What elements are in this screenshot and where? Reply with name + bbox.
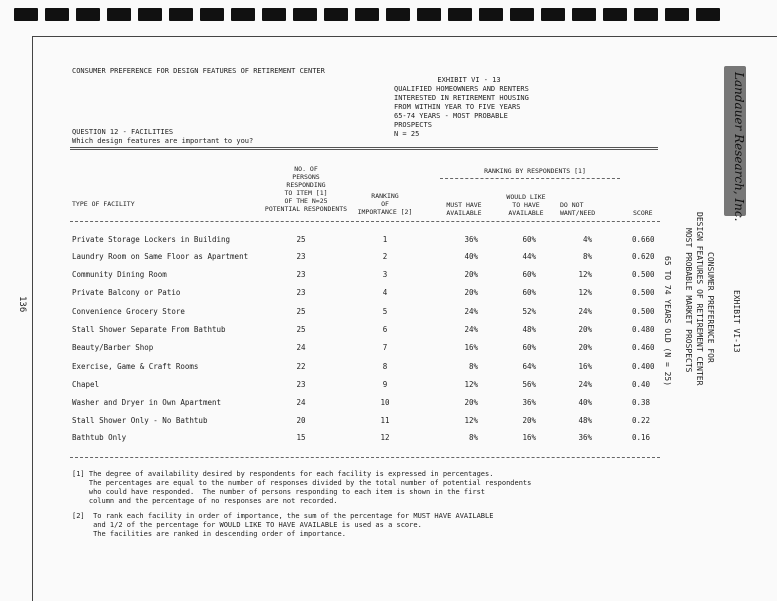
cell-dont: 4% xyxy=(582,235,592,244)
side-label-line2: DESIGN FEATURES OF RETIREMENT CENTER xyxy=(695,212,704,386)
table-row xyxy=(70,325,670,339)
cell-dont: 16% xyxy=(578,362,592,371)
cell-dont: 48% xyxy=(578,416,592,425)
col-header-line: AVAILABLE xyxy=(508,209,544,217)
cell-like: 16% xyxy=(522,433,536,442)
cell-rank: 10 xyxy=(380,398,390,407)
footnote-1: [1] The degree of availability desired by respondents for each facility is expressed in percentages. The percentages are equal to the number of responses divided by the total number of potential respondents who could have responded. The number of persons responding to each item is shown in the first column and the percentage of no responses are not recorded. xyxy=(72,470,532,505)
company-logo-text: Landauer Research, Inc. xyxy=(732,72,746,222)
cell-name: Stall Shower Only - No Bathtub xyxy=(72,416,208,425)
table-row xyxy=(70,433,670,447)
group-rule xyxy=(440,178,620,179)
cell-rank: 7 xyxy=(382,343,388,352)
cell-must: 40% xyxy=(464,252,478,261)
table-row xyxy=(70,362,670,376)
cell-rank: 6 xyxy=(382,325,388,334)
col-header-line: NO. OF xyxy=(294,165,318,173)
cell-dont: 20% xyxy=(578,343,592,352)
col-header-line: RESPONDING xyxy=(286,181,326,189)
cell-rank: 3 xyxy=(382,270,388,279)
cell-dont: 24% xyxy=(578,380,592,389)
exhibit-line: QUALIFIED HOMEOWNERS AND RENTERS xyxy=(394,85,529,93)
question-text: Which design features are important to you? xyxy=(72,137,254,145)
cell-name: Private Balcony or Patio xyxy=(72,288,181,297)
cell-like: 60% xyxy=(522,288,536,297)
cell-num: 25 xyxy=(296,307,306,316)
cell-dont: 36% xyxy=(578,433,592,442)
cell-score: 0.500 xyxy=(632,288,655,297)
col-header-line: TO HAVE xyxy=(512,201,540,209)
table-row xyxy=(70,235,670,249)
cell-num: 22 xyxy=(296,362,306,371)
cell-name: Chapel xyxy=(72,380,100,389)
col-header-line: TO ITEM [1] xyxy=(284,189,328,197)
cell-must: 24% xyxy=(464,325,478,334)
cell-must: 8% xyxy=(468,362,478,371)
cell-rank: 1 xyxy=(382,235,388,244)
cell-rank: 2 xyxy=(382,252,388,261)
cell-rank: 12 xyxy=(380,433,390,442)
col-header-type: TYPE OF FACILITY xyxy=(72,200,135,208)
footnotes xyxy=(72,470,531,545)
cell-like: 44% xyxy=(522,252,536,261)
cell-score: 0.660 xyxy=(632,235,655,244)
cell-num: 23 xyxy=(296,288,306,297)
footnote-2: [2] To rank each facility in order of importance, the sum of the percentage for MUST HAVE AVAILABLE and 1/2 of the percentage for WOULD LIKE TO HAVE AVAILABLE is used as a score. The facilities are ranked in descending order of importance. xyxy=(72,512,494,538)
cell-score: 0.400 xyxy=(632,362,655,371)
cell-must: 8% xyxy=(468,433,478,442)
cell-name: Convenience Grocery Store xyxy=(72,307,185,316)
table-row xyxy=(70,252,670,266)
cell-num: 20 xyxy=(296,416,306,425)
col-header-line: IMPORTANCE [2] xyxy=(357,208,413,216)
exhibit-line: 65-74 YEARS - MOST PROBABLE PROSPECTS xyxy=(394,112,508,129)
cell-num: 24 xyxy=(296,343,306,352)
cell-must: 24% xyxy=(464,307,478,316)
col-header-rank xyxy=(352,192,418,216)
exhibit-line: FROM WITHIN YEAR TO FIVE YEARS xyxy=(394,103,521,111)
cell-like: 60% xyxy=(522,235,536,244)
cell-like: 60% xyxy=(522,270,536,279)
cell-name: Bathtub Only xyxy=(72,433,127,442)
cell-name: Beauty/Barber Shop xyxy=(72,343,154,352)
col-header-must xyxy=(438,201,490,217)
col-header-line: PERSONS xyxy=(292,173,320,181)
header-rule xyxy=(70,221,660,222)
col-header-dont xyxy=(560,201,610,217)
cell-must: 20% xyxy=(464,398,478,407)
cell-like: 36% xyxy=(522,398,536,407)
col-header-line: DO NOT xyxy=(560,201,584,209)
table-row xyxy=(70,270,670,284)
cell-like: 56% xyxy=(522,380,536,389)
ranking-group-header: RANKING BY RESPONDENTS [1] xyxy=(484,167,586,175)
exhibit-block xyxy=(394,76,544,139)
cell-must: 16% xyxy=(464,343,478,352)
question-block xyxy=(72,128,253,146)
cell-score: 0.500 xyxy=(632,270,655,279)
cell-dont: 20% xyxy=(578,325,592,334)
col-header-num xyxy=(256,165,356,213)
cell-rank: 11 xyxy=(380,416,390,425)
cell-name: Exercise, Game & Craft Rooms xyxy=(72,362,199,371)
page-number: 136 xyxy=(17,296,27,313)
col-header-like xyxy=(498,193,554,217)
table-row xyxy=(70,307,670,321)
cell-dont: 8% xyxy=(582,252,592,261)
side-label-line1: CONSUMER PREFERENCE FOR xyxy=(706,252,715,363)
cell-score: 0.22 xyxy=(632,416,651,425)
cell-name: Community Dining Room xyxy=(72,270,167,279)
cell-must: 36% xyxy=(464,235,478,244)
double-rule xyxy=(70,147,658,150)
cell-dont: 12% xyxy=(578,270,592,279)
cell-score: 0.38 xyxy=(632,398,651,407)
cell-like: 60% xyxy=(522,343,536,352)
cell-score: 0.480 xyxy=(632,325,655,334)
cell-like: 48% xyxy=(522,325,536,334)
col-header-line: WOULD LIKE xyxy=(506,193,546,201)
cell-num: 23 xyxy=(296,270,306,279)
cell-name: Stall Shower Separate From Bathtub xyxy=(72,325,226,334)
cell-must: 20% xyxy=(464,288,478,297)
question-number: QUESTION 12 - FACILITIES xyxy=(72,128,174,136)
cell-rank: 5 xyxy=(382,307,388,316)
col-header-line: OF xyxy=(381,200,389,208)
exhibit-line: N = 25 xyxy=(394,130,420,138)
cell-like: 52% xyxy=(522,307,536,316)
cell-must: 20% xyxy=(464,270,478,279)
cell-rank: 9 xyxy=(382,380,388,389)
cell-name: Private Storage Lockers in Building xyxy=(72,235,231,244)
cell-score: 0.460 xyxy=(632,343,655,352)
table-row xyxy=(70,398,670,412)
table-bottom-rule xyxy=(70,457,660,458)
table-row xyxy=(70,343,670,357)
col-header-line: RANKING xyxy=(371,192,399,200)
cell-score: 0.16 xyxy=(632,433,651,442)
exhibit-line: EXHIBIT VI - 13 xyxy=(437,76,501,84)
col-header-line: WANT/NEED xyxy=(560,209,596,217)
cell-dont: 12% xyxy=(578,288,592,297)
table-row xyxy=(70,288,670,302)
cell-must: 12% xyxy=(464,416,478,425)
cell-must: 12% xyxy=(464,380,478,389)
cell-num: 15 xyxy=(296,433,306,442)
cell-num: 23 xyxy=(296,380,306,389)
side-exhibit-label: EXHIBIT VI-13 xyxy=(732,290,741,353)
cell-dont: 40% xyxy=(578,398,592,407)
col-header-line: OF THE N=25 xyxy=(284,197,328,205)
col-header-line: MUST HAVE xyxy=(446,201,482,209)
cell-num: 24 xyxy=(296,398,306,407)
cell-score: 0.620 xyxy=(632,252,655,261)
col-header-score: SCORE xyxy=(633,209,653,217)
cell-name: Laundry Room on Same Floor as Apartment xyxy=(72,252,249,261)
cell-num: 23 xyxy=(296,252,306,261)
cell-num: 25 xyxy=(296,235,306,244)
cell-rank: 4 xyxy=(382,288,388,297)
cell-dont: 24% xyxy=(578,307,592,316)
document-title: CONSUMER PREFERENCE FOR DESIGN FEATURES OF RETIREMENT CENTER xyxy=(72,67,325,75)
side-label-line4: 65 TO 74 YEARS OLD (N = 25) xyxy=(663,256,672,387)
cell-name: Washer and Dryer in Own Apartment xyxy=(72,398,222,407)
binder-holes xyxy=(14,8,769,22)
cell-score: 0.500 xyxy=(632,307,655,316)
cell-rank: 8 xyxy=(382,362,388,371)
table-row xyxy=(70,380,670,394)
exhibit-line: INTERESTED IN RETIREMENT HOUSING xyxy=(394,94,529,102)
table-row xyxy=(70,416,670,430)
side-label-line3: MOST PROBABLE MARKET PROSPECTS xyxy=(684,228,693,373)
cell-score: 0.40 xyxy=(632,380,651,389)
cell-like: 64% xyxy=(522,362,536,371)
col-header-line: AVAILABLE xyxy=(446,209,482,217)
cell-like: 20% xyxy=(522,416,536,425)
cell-num: 25 xyxy=(296,325,306,334)
col-header-line: POTENTIAL RESPONDENTS xyxy=(264,205,348,213)
